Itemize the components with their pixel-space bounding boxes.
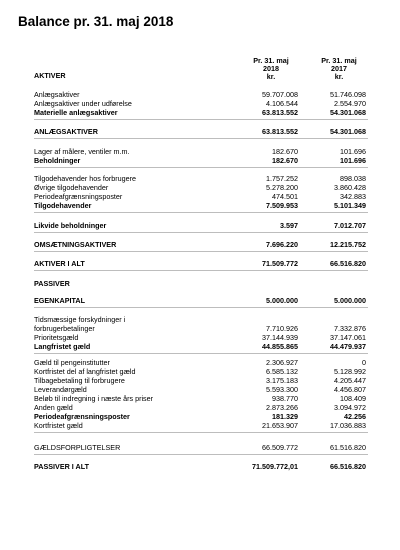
row-label: AKTIVER I ALT — [34, 259, 85, 268]
value-2017: 44.479.937 — [330, 342, 366, 351]
column-header-year: 2018 — [263, 64, 279, 74]
value-2017: 42.256 — [344, 412, 366, 421]
value-2018: 1.757.252 — [266, 174, 298, 183]
row-divider — [34, 270, 368, 271]
value-2018: 63.813.552 — [262, 127, 298, 136]
value-2018: 4.106.544 — [266, 99, 298, 108]
row-label: Øvrige tilgodehavender — [34, 183, 109, 192]
balance-row — [34, 394, 374, 403]
balance-row — [34, 403, 374, 412]
row-label: GÆLDSFORPLIGTELSER — [34, 443, 121, 452]
row-label: Likvide beholdninger — [34, 221, 107, 230]
row-divider — [34, 251, 368, 252]
value-2017: 12.215.752 — [330, 240, 366, 249]
balance-row — [34, 296, 374, 305]
column-header-year: 2017 — [331, 64, 347, 74]
value-2017: 2.554.970 — [334, 99, 366, 108]
value-2018: 71.509.772 — [262, 259, 298, 268]
row-label: Tilbagebetaling til forbrugere — [34, 376, 125, 385]
value-2017: 4.205.447 — [334, 376, 366, 385]
row-label: EGENKAPITAL — [34, 296, 85, 305]
value-2018: 21.653.907 — [262, 421, 298, 430]
column-header-unit: kr. — [334, 72, 344, 82]
balance-row — [34, 108, 374, 117]
row-divider — [34, 454, 368, 455]
row-divider — [34, 353, 368, 354]
value-2018: 7.710.926 — [266, 324, 298, 333]
value-2017: 51.746.098 — [330, 90, 366, 99]
value-2018: 3.175.183 — [266, 376, 298, 385]
value-2018: 44.855.865 — [262, 342, 298, 351]
balance-row — [34, 156, 374, 165]
row-divider — [34, 212, 368, 213]
row-label: Anden gæld — [34, 403, 73, 412]
value-2018: 938.770 — [272, 394, 298, 403]
value-2018: 181.329 — [272, 412, 298, 421]
balance-row — [34, 259, 374, 268]
value-2018: 474.501 — [272, 192, 298, 201]
column-header-line: Pr. 31. maj — [253, 56, 289, 65]
page-title: Balance pr. 31. maj 2018 — [18, 14, 174, 29]
row-label: Tilgodehavender — [34, 201, 92, 210]
row-label: Tilgodehavender hos forbrugere — [34, 174, 137, 183]
value-2017: 3.094.972 — [334, 403, 366, 412]
row-divider — [34, 119, 368, 120]
row-label: Materielle anlægsaktiver — [34, 108, 118, 117]
value-2017: 4.456.807 — [334, 385, 366, 394]
row-divider — [34, 432, 368, 433]
row-label: Anlægsaktiver — [34, 90, 80, 99]
row-label: PASSIVER — [34, 279, 70, 288]
balance-row — [34, 367, 374, 376]
value-2017: 342.883 — [340, 192, 366, 201]
value-2018: 5.593.300 — [266, 385, 298, 394]
balance-row — [34, 174, 374, 183]
value-2017: 898.038 — [340, 174, 366, 183]
row-label: Lager af målere, ventiler m.m. — [34, 147, 130, 156]
row-label: Beløb til indregning i næste års priser — [34, 394, 154, 403]
balance-row — [34, 221, 374, 230]
balance-row — [34, 315, 374, 324]
value-2017: 3.860.428 — [334, 183, 366, 192]
value-2017: 5.128.992 — [334, 367, 366, 376]
value-2017: 5.101.349 — [334, 201, 366, 210]
value-2017: 101.696 — [340, 156, 366, 165]
value-2018: 37.144.939 — [262, 333, 298, 342]
row-label: Gæld til pengeinstitutter — [34, 358, 110, 367]
value-2017: 61.516.820 — [330, 443, 366, 452]
row-label: Leverandørgæld — [34, 385, 87, 394]
balance-row — [34, 240, 374, 249]
balance-row — [34, 279, 374, 288]
value-2018: 182.670 — [272, 156, 298, 165]
value-2018: 3.597 — [280, 221, 298, 230]
balance-row — [34, 342, 374, 351]
balance-row — [34, 376, 374, 385]
row-label: Periodeafgrænsningsposter — [34, 412, 130, 421]
row-label: Kortfristet del af langfristet gæld — [34, 367, 136, 376]
balance-row — [34, 90, 374, 99]
row-label: Tidsmæssige forskydninger i — [34, 315, 126, 324]
balance-row — [34, 443, 374, 452]
value-2018: 7.509.953 — [266, 201, 298, 210]
balance-row — [34, 462, 374, 471]
value-2018: 71.509.772,01 — [252, 462, 298, 471]
balance-row — [34, 192, 374, 201]
value-2017: 37.147.061 — [330, 333, 366, 342]
value-2017: 17.036.883 — [330, 421, 366, 430]
value-2018: 63.813.552 — [262, 108, 298, 117]
row-label: Kortfristet gæld — [34, 421, 83, 430]
value-2017: 108.409 — [340, 394, 366, 403]
balance-row — [34, 99, 374, 108]
value-2018: 182.670 — [272, 147, 298, 156]
row-label: AKTIVER — [34, 71, 66, 80]
column-header-line: Pr. 31. maj — [321, 56, 357, 65]
balance-row — [34, 385, 374, 394]
row-divider — [34, 138, 368, 139]
value-2018: 2.306.927 — [266, 358, 298, 367]
row-divider — [34, 232, 368, 233]
value-2018: 5.278.200 — [266, 183, 298, 192]
row-label: forbrugerbetalinger — [34, 324, 95, 333]
value-2018: 7.696.220 — [266, 240, 298, 249]
value-2018: 6.585.132 — [266, 367, 298, 376]
balance-row — [34, 127, 374, 136]
value-2018: 2.873.266 — [266, 403, 298, 412]
value-2017: 7.012.707 — [334, 221, 366, 230]
value-2018: 66.509.772 — [262, 443, 298, 452]
row-label: Anlægsaktiver under udførelse — [34, 99, 132, 108]
value-2018: 5.000.000 — [266, 296, 298, 305]
balance-row — [34, 71, 374, 80]
row-label: Prioritetsgæld — [34, 333, 79, 342]
row-label: Beholdninger — [34, 156, 81, 165]
balance-row — [34, 358, 374, 367]
value-2017: 66.516.820 — [330, 462, 366, 471]
row-label: Langfristet gæld — [34, 342, 91, 351]
row-divider — [34, 307, 368, 308]
row-label: Periodeafgrænsningsposter — [34, 192, 123, 201]
value-2017: 0 — [362, 358, 366, 367]
row-divider — [34, 167, 368, 168]
column-header-unit: kr. — [266, 72, 276, 82]
row-label: PASSIVER I ALT — [34, 462, 89, 471]
value-2017: 54.301.068 — [330, 127, 366, 136]
balance-row — [34, 201, 374, 210]
value-2017: 101.696 — [340, 147, 366, 156]
row-label: ANLÆGSAKTIVER — [34, 127, 98, 136]
row-label: OMSÆTNINGSAKTIVER — [34, 240, 117, 249]
value-2017: 7.332.876 — [334, 324, 366, 333]
value-2017: 5.000.000 — [334, 296, 366, 305]
balance-row — [34, 183, 374, 192]
balance-row — [34, 147, 374, 156]
value-2017: 54.301.068 — [330, 108, 366, 117]
balance-row — [34, 324, 374, 333]
balance-row — [34, 421, 374, 430]
balance-row — [34, 333, 374, 342]
value-2018: 59.707.008 — [262, 90, 298, 99]
balance-row — [34, 412, 374, 421]
value-2017: 66.516.820 — [330, 259, 366, 268]
